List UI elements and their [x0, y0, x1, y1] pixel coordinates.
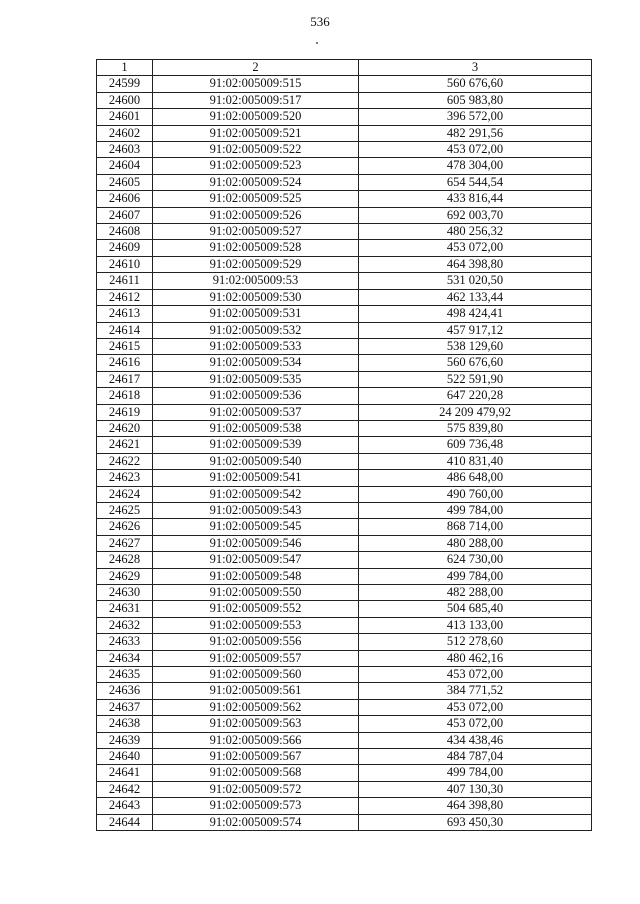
value-cell: 531 020,50	[359, 273, 592, 289]
table-row	[97, 814, 592, 830]
row-number-cell: 24615	[97, 338, 153, 354]
cadastral-number-cell: 91:02:005009:53	[153, 273, 359, 289]
table-row	[97, 535, 592, 551]
table-row	[97, 404, 592, 420]
table-row	[97, 667, 592, 683]
cadastral-number-cell: 91:02:005009:566	[153, 732, 359, 748]
cadastral-number-cell: 91:02:005009:574	[153, 814, 359, 830]
table-row	[97, 289, 592, 305]
cadastral-number-cell: 91:02:005009:542	[153, 486, 359, 502]
row-number-cell: 24641	[97, 765, 153, 781]
value-cell: 538 129,60	[359, 338, 592, 354]
value-cell: 434 438,46	[359, 732, 592, 748]
value-cell: 482 291,56	[359, 125, 592, 141]
row-number-cell: 24637	[97, 699, 153, 715]
table-header-row	[97, 60, 592, 76]
row-number-cell: 24638	[97, 716, 153, 732]
cadastral-number-cell: 91:02:005009:528	[153, 240, 359, 256]
value-cell: 560 676,60	[359, 355, 592, 371]
table-row	[97, 749, 592, 765]
row-number-cell: 24604	[97, 158, 153, 174]
row-number-cell: 24634	[97, 650, 153, 666]
cadastral-number-cell: 91:02:005009:515	[153, 76, 359, 92]
table-row	[97, 240, 592, 256]
cadastral-number-cell: 91:02:005009:536	[153, 388, 359, 404]
value-cell: 480 256,32	[359, 224, 592, 240]
table-row	[97, 519, 592, 535]
table-row	[97, 781, 592, 797]
row-number-cell: 24629	[97, 568, 153, 584]
cadastral-number-cell: 91:02:005009:534	[153, 355, 359, 371]
cadastral-number-cell: 91:02:005009:547	[153, 552, 359, 568]
row-number-cell: 24608	[97, 224, 153, 240]
row-number-cell: 24621	[97, 437, 153, 453]
cadastral-value-table	[96, 59, 592, 831]
cadastral-number-cell: 91:02:005009:543	[153, 502, 359, 518]
row-number-cell: 24609	[97, 240, 153, 256]
value-cell: 486 648,00	[359, 470, 592, 486]
cadastral-number-cell: 91:02:005009:568	[153, 765, 359, 781]
table-row	[97, 634, 592, 650]
table-row	[97, 798, 592, 814]
table-row	[97, 191, 592, 207]
table-row	[97, 256, 592, 272]
table-row	[97, 224, 592, 240]
value-cell: 647 220,28	[359, 388, 592, 404]
cadastral-number-cell: 91:02:005009:535	[153, 371, 359, 387]
value-cell: 490 760,00	[359, 486, 592, 502]
table-row	[97, 273, 592, 289]
row-number-cell: 24642	[97, 781, 153, 797]
cadastral-number-cell: 91:02:005009:530	[153, 289, 359, 305]
table-body	[97, 76, 592, 831]
value-cell: 478 304,00	[359, 158, 592, 174]
value-cell: 464 398,80	[359, 256, 592, 272]
cadastral-number-cell: 91:02:005009:540	[153, 453, 359, 469]
table-row	[97, 355, 592, 371]
value-cell: 609 736,48	[359, 437, 592, 453]
value-cell: 396 572,00	[359, 109, 592, 125]
row-number-cell: 24643	[97, 798, 153, 814]
row-number-cell: 24605	[97, 174, 153, 190]
row-number-cell: 24632	[97, 617, 153, 633]
cadastral-number-cell: 91:02:005009:548	[153, 568, 359, 584]
column-header-2: 2	[153, 60, 359, 76]
table-row	[97, 437, 592, 453]
table-row	[97, 125, 592, 141]
cadastral-number-cell: 91:02:005009:545	[153, 519, 359, 535]
row-number-cell: 24613	[97, 306, 153, 322]
table-row	[97, 92, 592, 108]
table-row	[97, 109, 592, 125]
row-number-cell: 24616	[97, 355, 153, 371]
cadastral-number-cell: 91:02:005009:533	[153, 338, 359, 354]
table-row	[97, 765, 592, 781]
row-number-cell: 24623	[97, 470, 153, 486]
value-cell: 453 072,00	[359, 240, 592, 256]
value-cell: 453 072,00	[359, 699, 592, 715]
table-row	[97, 486, 592, 502]
row-number-cell: 24603	[97, 142, 153, 158]
value-cell: 504 685,40	[359, 601, 592, 617]
value-cell: 512 278,60	[359, 634, 592, 650]
row-number-cell: 24620	[97, 420, 153, 436]
row-number-cell: 24599	[97, 76, 153, 92]
table-row	[97, 502, 592, 518]
value-cell: 457 917,12	[359, 322, 592, 338]
table-row	[97, 699, 592, 715]
row-number-cell: 24630	[97, 585, 153, 601]
scan-speck	[316, 42, 318, 44]
value-cell: 464 398,80	[359, 798, 592, 814]
row-number-cell: 24601	[97, 109, 153, 125]
cadastral-number-cell: 91:02:005009:520	[153, 109, 359, 125]
cadastral-number-cell: 91:02:005009:572	[153, 781, 359, 797]
row-number-cell: 24602	[97, 125, 153, 141]
row-number-cell: 24633	[97, 634, 153, 650]
row-number-cell: 24622	[97, 453, 153, 469]
cadastral-number-cell: 91:02:005009:517	[153, 92, 359, 108]
value-cell: 522 591,90	[359, 371, 592, 387]
value-cell: 384 771,52	[359, 683, 592, 699]
cadastral-number-cell: 91:02:005009:521	[153, 125, 359, 141]
table-row	[97, 420, 592, 436]
cadastral-number-cell: 91:02:005009:567	[153, 749, 359, 765]
table-row	[97, 388, 592, 404]
row-number-cell: 24611	[97, 273, 153, 289]
row-number-cell: 24607	[97, 207, 153, 223]
row-number-cell: 24600	[97, 92, 153, 108]
value-cell: 24 209 479,92	[359, 404, 592, 420]
table-row	[97, 601, 592, 617]
row-number-cell: 24628	[97, 552, 153, 568]
value-cell: 482 288,00	[359, 585, 592, 601]
value-cell: 693 450,30	[359, 814, 592, 830]
row-number-cell: 24619	[97, 404, 153, 420]
table-row	[97, 76, 592, 92]
value-cell: 453 072,00	[359, 716, 592, 732]
cadastral-number-cell: 91:02:005009:560	[153, 667, 359, 683]
cadastral-number-cell: 91:02:005009:524	[153, 174, 359, 190]
table-row	[97, 142, 592, 158]
cadastral-number-cell: 91:02:005009:525	[153, 191, 359, 207]
table-row	[97, 322, 592, 338]
row-number-cell: 24640	[97, 749, 153, 765]
value-cell: 575 839,80	[359, 420, 592, 436]
cadastral-number-cell: 91:02:005009:563	[153, 716, 359, 732]
table-row	[97, 306, 592, 322]
table-row	[97, 716, 592, 732]
value-cell: 499 784,00	[359, 568, 592, 584]
table-row	[97, 338, 592, 354]
row-number-cell: 24614	[97, 322, 153, 338]
cadastral-number-cell: 91:02:005009:553	[153, 617, 359, 633]
table-row	[97, 470, 592, 486]
table-row	[97, 453, 592, 469]
table-row	[97, 174, 592, 190]
value-cell: 654 544,54	[359, 174, 592, 190]
row-number-cell: 24635	[97, 667, 153, 683]
row-number-cell: 24618	[97, 388, 153, 404]
value-cell: 410 831,40	[359, 453, 592, 469]
table-row	[97, 585, 592, 601]
column-header-3: 3	[359, 60, 592, 76]
cadastral-number-cell: 91:02:005009:562	[153, 699, 359, 715]
page-number: 536	[310, 14, 330, 29]
value-cell: 605 983,80	[359, 92, 592, 108]
value-cell: 462 133,44	[359, 289, 592, 305]
cadastral-number-cell: 91:02:005009:538	[153, 420, 359, 436]
row-number-cell: 24631	[97, 601, 153, 617]
row-number-cell: 24625	[97, 502, 153, 518]
row-number-cell: 24612	[97, 289, 153, 305]
cadastral-number-cell: 91:02:005009:531	[153, 306, 359, 322]
cadastral-number-cell: 91:02:005009:537	[153, 404, 359, 420]
row-number-cell: 24627	[97, 535, 153, 551]
value-cell: 498 424,41	[359, 306, 592, 322]
cadastral-number-cell: 91:02:005009:546	[153, 535, 359, 551]
table-row	[97, 617, 592, 633]
cadastral-number-cell: 91:02:005009:522	[153, 142, 359, 158]
row-number-cell: 24624	[97, 486, 153, 502]
table-row	[97, 207, 592, 223]
table-row	[97, 568, 592, 584]
cadastral-number-cell: 91:02:005009:552	[153, 601, 359, 617]
value-cell: 480 288,00	[359, 535, 592, 551]
value-cell: 499 784,00	[359, 765, 592, 781]
row-number-cell: 24606	[97, 191, 153, 207]
cadastral-number-cell: 91:02:005009:550	[153, 585, 359, 601]
cadastral-number-cell: 91:02:005009:529	[153, 256, 359, 272]
cadastral-number-cell: 91:02:005009:541	[153, 470, 359, 486]
value-cell: 692 003,70	[359, 207, 592, 223]
value-cell: 868 714,00	[359, 519, 592, 535]
row-number-cell: 24639	[97, 732, 153, 748]
cadastral-number-cell: 91:02:005009:556	[153, 634, 359, 650]
value-cell: 560 676,60	[359, 76, 592, 92]
cadastral-number-cell: 91:02:005009:526	[153, 207, 359, 223]
row-number-cell: 24644	[97, 814, 153, 830]
row-number-cell: 24617	[97, 371, 153, 387]
table-row	[97, 683, 592, 699]
value-cell: 407 130,30	[359, 781, 592, 797]
table-row	[97, 371, 592, 387]
cadastral-number-cell: 91:02:005009:532	[153, 322, 359, 338]
cadastral-number-cell: 91:02:005009:539	[153, 437, 359, 453]
table-row	[97, 732, 592, 748]
row-number-cell: 24626	[97, 519, 153, 535]
table-row	[97, 158, 592, 174]
value-cell: 413 133,00	[359, 617, 592, 633]
value-cell: 453 072,00	[359, 142, 592, 158]
table-row	[97, 650, 592, 666]
cadastral-number-cell: 91:02:005009:527	[153, 224, 359, 240]
table-row	[97, 552, 592, 568]
column-header-1: 1	[97, 60, 153, 76]
value-cell: 480 462,16	[359, 650, 592, 666]
value-cell: 453 072,00	[359, 667, 592, 683]
value-cell: 624 730,00	[359, 552, 592, 568]
cadastral-number-cell: 91:02:005009:523	[153, 158, 359, 174]
value-cell: 484 787,04	[359, 749, 592, 765]
value-cell: 499 784,00	[359, 502, 592, 518]
cadastral-number-cell: 91:02:005009:573	[153, 798, 359, 814]
value-cell: 433 816,44	[359, 191, 592, 207]
row-number-cell: 24636	[97, 683, 153, 699]
cadastral-number-cell: 91:02:005009:557	[153, 650, 359, 666]
row-number-cell: 24610	[97, 256, 153, 272]
cadastral-number-cell: 91:02:005009:561	[153, 683, 359, 699]
